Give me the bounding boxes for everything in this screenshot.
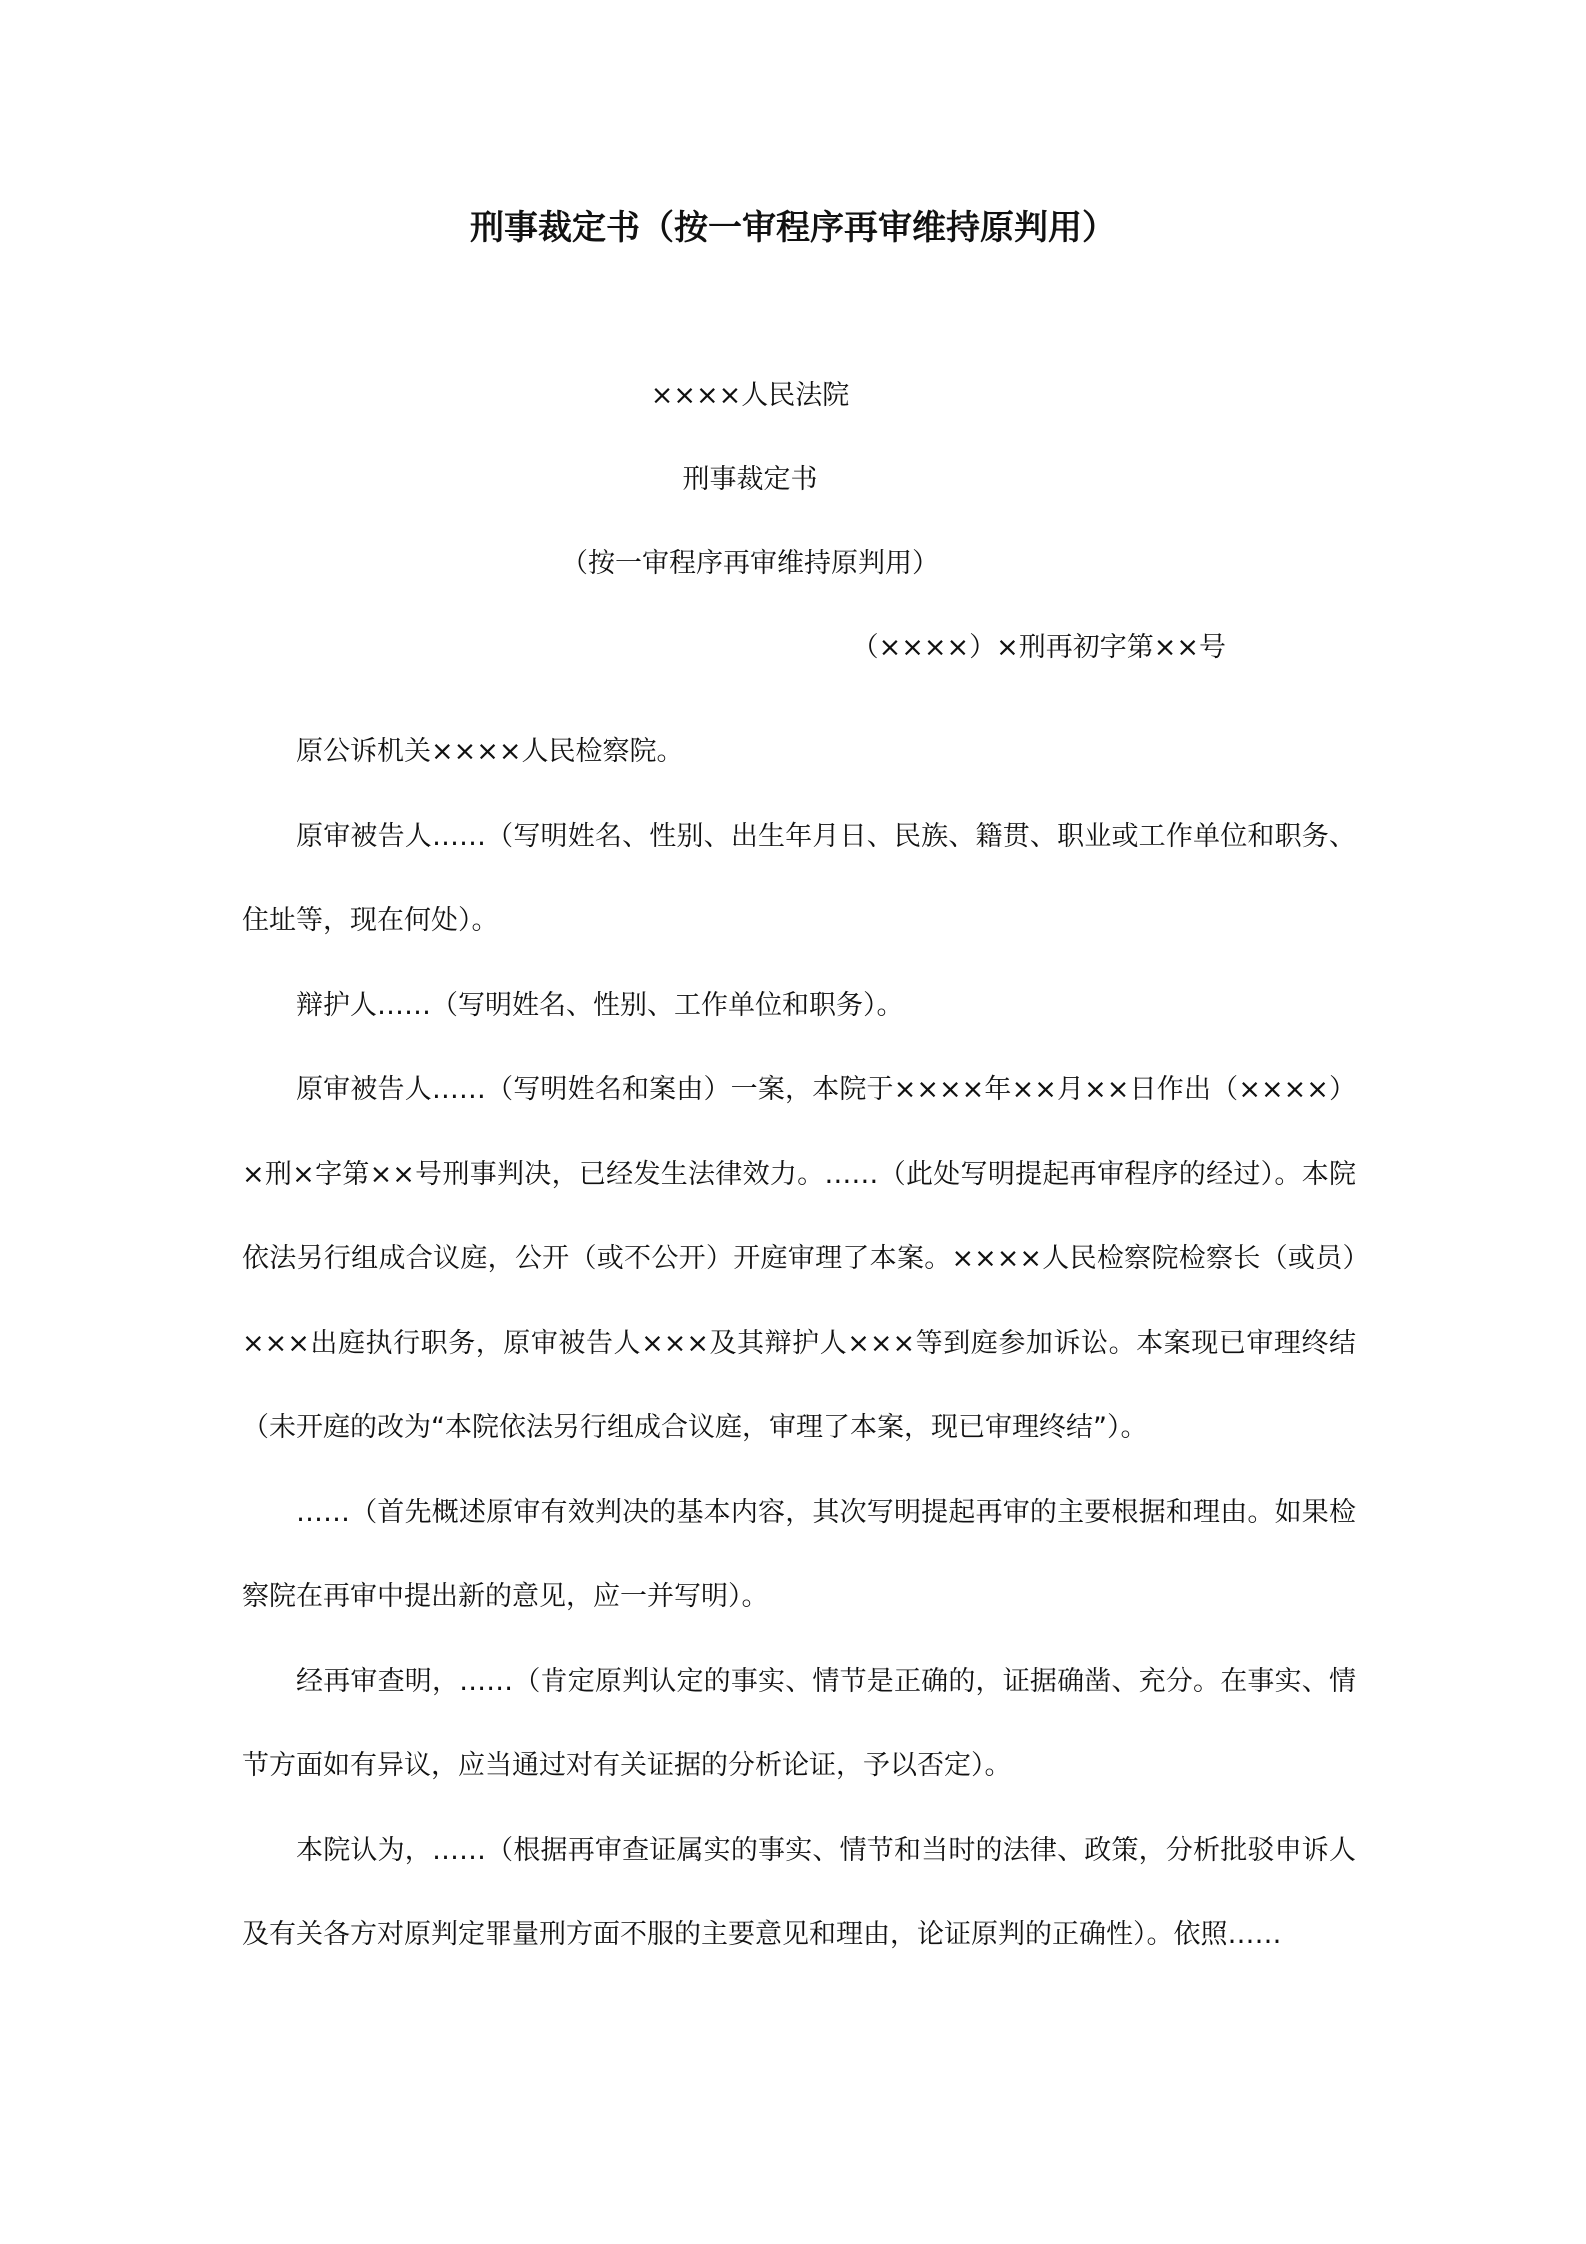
paragraph-defense-counsel: 辩护人……（写明姓名、性别、工作单位和职务）。	[296, 989, 904, 1021]
court-name: ××××人民法院	[650, 380, 850, 411]
paragraph-court-opinion: 本院认为，……（根据再审查证属实的事实、情节和当时的法律、政策，分析批驳申诉人及有关各方对原判定罪量刑方面不服的主要意见和理由，论证原判的正确性）。依照……	[242, 1834, 1356, 1950]
case-number: （××××）×刑再初字第××号	[851, 632, 1226, 663]
document-kind: 刑事裁定书	[682, 464, 818, 495]
document-subtitle: （按一审程序再审维持原判用）	[561, 548, 939, 579]
paragraph-defendant: 原审被告人……（写明姓名、性别、出生年月日、民族、籍贯、职业或工作单位和职务、住址等，现在何处）。	[242, 820, 1356, 936]
document-body	[242, 710, 1356, 1978]
paragraph-original-judgment-summary: ……（首先概述原审有效判决的基本内容，其次写明提起再审的主要根据和理由。如果检察院在再审中提出新的意见，应一并写明）。	[242, 1496, 1356, 1612]
paragraph-retrial-findings: 经再审查明，……（肯定原判认定的事实、情节是正确的，证据确凿、充分。在事实、情节方面如有异议，应当通过对有关证据的分析论证，予以否定）。	[242, 1665, 1356, 1781]
paragraph-case-history: 原审被告人……（写明姓名和案由）一案，本院于××××年××月××日作出（××××）×刑×字第××号刑事判决，已经发生法律效力。……（此处写明提起再审程序的经过）。本院依法另行组成合议庭，公开（或不公开）开庭审理了本案。××××人民检察院检察长（或员）×××出庭执行职务，原审被告人×××及其辩护人×××等到庭参加诉讼。本案现已审理终结（未开庭的改为“本院依法另行组成合议庭，审理了本案，现已审理终结”）。	[242, 1074, 1356, 1443]
document-title: 刑事裁定书（按一审程序再审维持原判用）	[470, 208, 1116, 248]
paragraph-prosecutor: 原公诉机关××××人民检察院。	[296, 736, 684, 767]
